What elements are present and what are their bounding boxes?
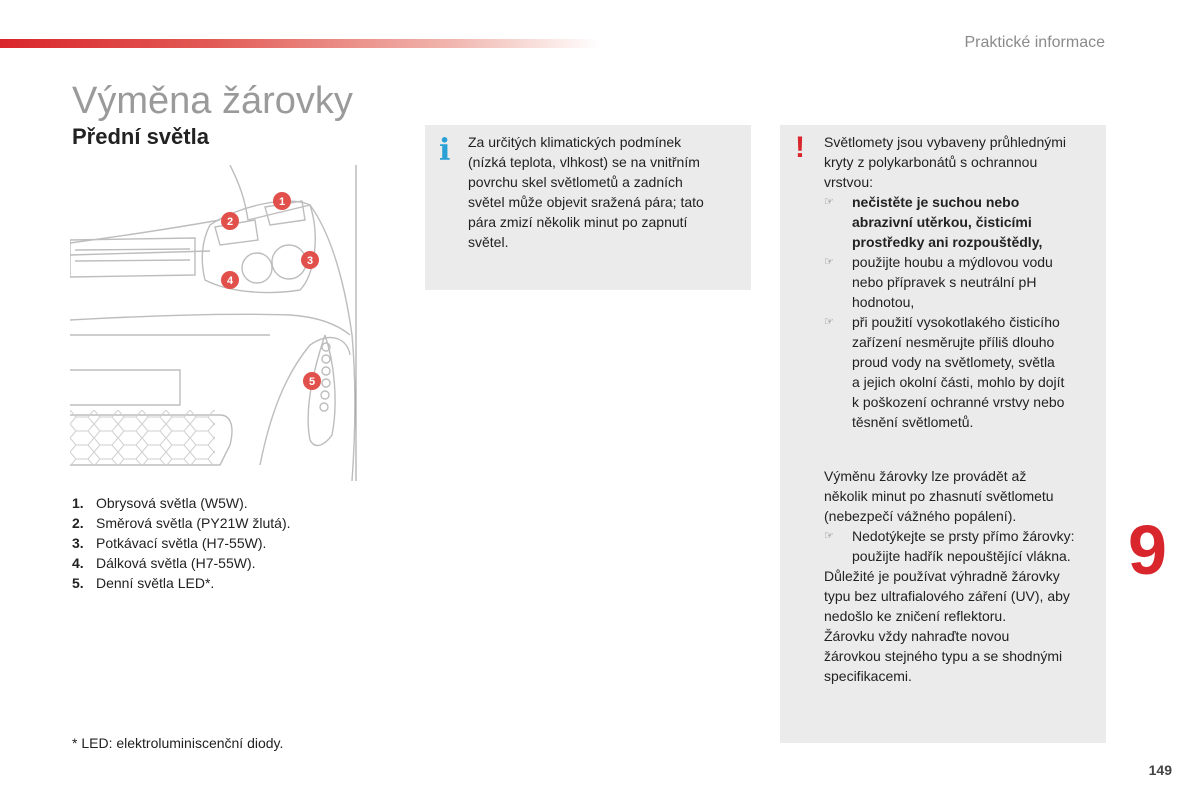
callout-3: [301, 251, 319, 269]
callout-5: [303, 372, 321, 390]
car-front-drawing: [70, 165, 360, 481]
info-box: [425, 125, 751, 290]
svg-text:3: 3: [306, 255, 314, 267]
legend-item: 4. Dálková světla (H7-55W).: [72, 555, 256, 571]
warning-bullet: ☞ nečistěte je suchou nebo abrazivní utěrkou, čisticími prostředky ani rozpouštědly,: [824, 194, 1043, 250]
svg-text:1: 1: [278, 196, 286, 208]
warning-bullet: ☞ použijte houbu a mýdlovou vodu nebo přípravek s neutrální pH hodnotou,: [824, 254, 1053, 310]
legend-item: 3. Potkávací světla (H7-55W).: [72, 535, 267, 551]
bulb-legend: [72, 493, 291, 593]
pointing-hand-icon: ☞: [824, 316, 834, 328]
info-icon: i: [439, 133, 451, 168]
page-number: 149: [1148, 762, 1172, 778]
pointing-hand-icon: ☞: [824, 256, 834, 268]
callout-2: [221, 212, 239, 230]
footnote: * LED: elektroluminiscenční diody.: [72, 735, 284, 751]
warning-text: Světlomety jsou vybaveny průhlednými kryty z polykarbonátů s ochrannou vrstvou: ☞ nečistěte je suchou nebo abrazivní utěrkou, čisticími prostředky ani rozpouštědly, ☞ použijte houbu a mýdlovou vodu nebo přípravek s neutrální pH hodnotou, ☞ při použití vysokotlakého čisticího zařízení nesměrujte příliš dlouho proud vody na světlomety, světla a jejich okolní části, mohlo by dojít k poškození ochranné vrstvy nebo těsnění světlometů. Výměnu žárovky lze provádět až několik minut po zhasnutí světlometu (nebezpečí vážného popálení). ☞ Nedotýkejte se prsty přímo žárovky: použijte hadřík nepouštějící vlákna. Důležité je používat výhradně žárovky typu bez ultrafialového záření (UV), aby nedošlo ke zničení reflektoru. Žárovku vždy nahraďte novou žárovkou stejného typu a se shodnými specifikacemi.: [824, 132, 1096, 686]
header-accent-bar: [0, 39, 600, 48]
legend-item: 1. Obrysová světla (W5W).: [72, 495, 248, 511]
svg-text:5: 5: [308, 376, 316, 388]
warning-box: [780, 125, 1106, 743]
callout-1: [273, 192, 291, 210]
warning-bullet: ☞ Nedotýkejte se prsty přímo žárovky: použijte hadřík nepouštějící vlákna.: [824, 528, 1075, 564]
info-text: Za určitých klimatických podmínek (nízká teplota, vlhkost) se na vnitřním povrchu skel světlometů a zadních světel může objevit sražená pára; tato pára zmizí několik minut po zapnutí světel.: [468, 134, 704, 250]
page-title: Výměna žárovky: [72, 80, 353, 122]
warning-bullet: ☞ při použití vysokotlakého čisticího zařízení nesměrujte příliš dlouho proud vody na světlomety, světla a jejich okolní části, mohlo by dojít k poškození ochranné vrstvy nebo těsnění světlometů.: [824, 314, 1065, 430]
chapter-number: 9: [1128, 511, 1167, 589]
legend-item: 5. Denní světla LED*.: [72, 575, 215, 591]
callout-4: [221, 271, 239, 289]
pointing-hand-icon: ☞: [824, 530, 834, 542]
page-subtitle: Přední světla: [72, 124, 209, 149]
svg-text:4: 4: [226, 275, 234, 287]
svg-text:2: 2: [226, 216, 234, 228]
warning-icon: !: [795, 131, 805, 164]
pointing-hand-icon: ☞: [824, 196, 834, 208]
section-title: Praktické informace: [964, 34, 1105, 51]
headlight-illustration: [70, 165, 360, 481]
legend-item: 2. Směrová světla (PY21W žlutá).: [72, 515, 291, 531]
